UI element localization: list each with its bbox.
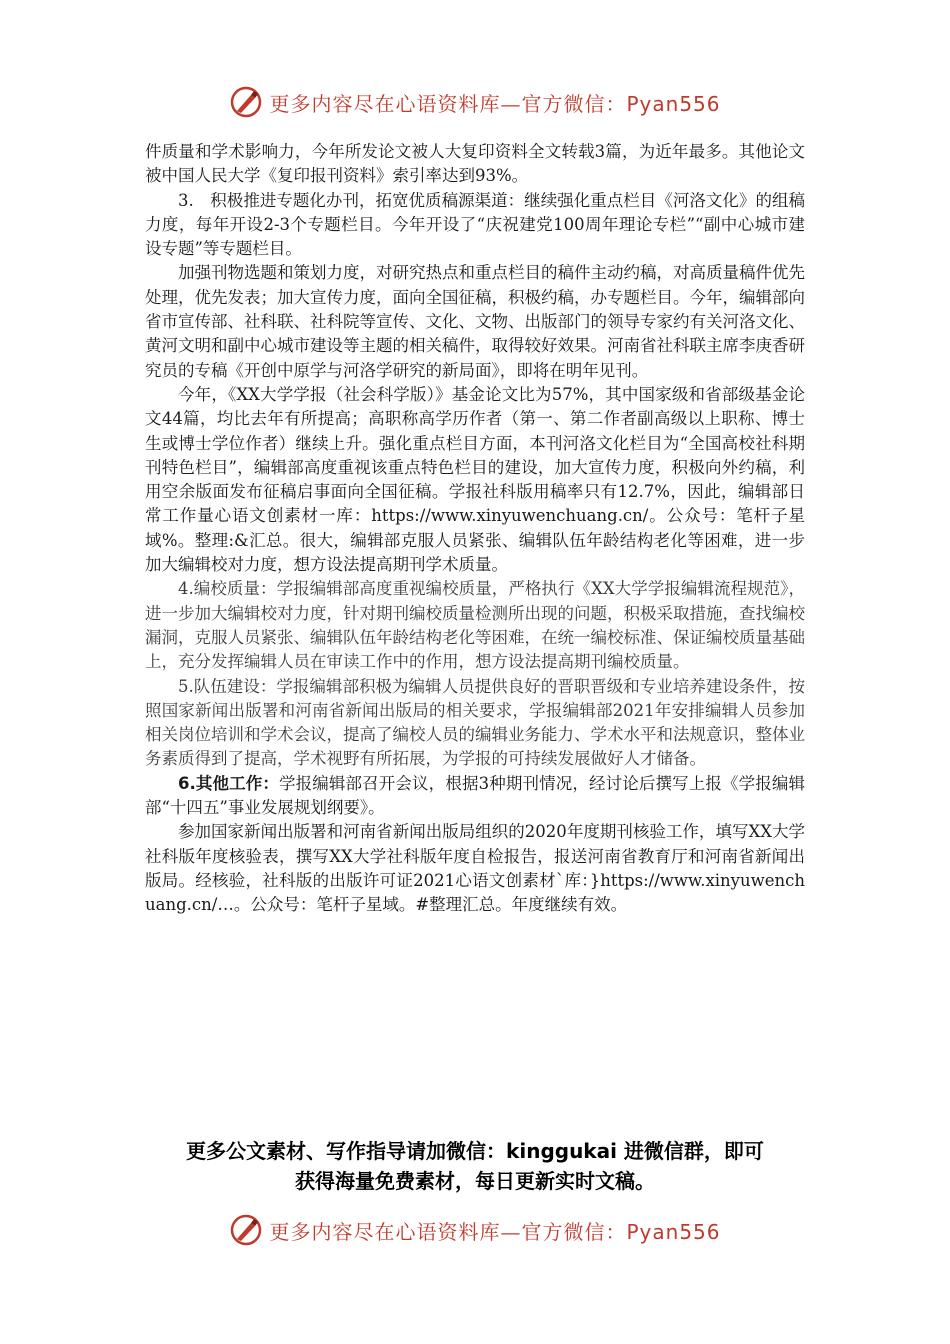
header-banner xyxy=(0,82,950,122)
paragraph-2: 3. 积极推进专题化办刊，拓宽优质稿源渠道：继续强化重点栏目《河洛文化》的组稿力度，每年开设2-3个专题栏目。今年开设了“庆祝建党100周年理论专栏”“副中心城市建设专题”等专题栏目。 xyxy=(145,190,805,259)
pen-circle-logo-icon xyxy=(229,1213,263,1247)
paragraph-7 xyxy=(145,772,805,821)
paragraph-6: 5.队伍建设：学报编辑部积极为编辑人员提供良好的晋职晋级和专业培养建设条件，按照国家新闻出版署和河南省新闻出版局的相关要求，学报编辑部2021年安排编辑人员参加相关岗位培训和学术会议，提高了编校人员的编辑业务能力、学术水平和法规意识，整体业务素质得到了提高，学术视野有所拓展，为学报的可持续发展做好人才储备。 xyxy=(145,676,805,769)
footer-banner-handle: Pyan556 xyxy=(626,1219,721,1244)
footer-banner-text: 更多内容尽在心语资料库—官方微信：Pyan556 xyxy=(269,1219,721,1244)
paragraph-7-text: 学报编辑部召开会议，根据3种期刊情况，经讨论后撰写上报《学报编辑部“十四五”事业发展规划纲要》。 xyxy=(145,773,806,818)
paragraph-3: 加强刊物选题和策划力度，对研究热点和重点栏目的稿件主动约稿，对高质量稿件优先处理，优先发表；加大宣传力度，面向全国征稿，积极约稿，办专题栏目。今年，编辑部向省市宣传部、社科联、社科院等宣传、文化、文物、出版部门的领导专家约有关河洛文化、黄河文明和副中心城市建设等主题的相关稿件，取得较好效果。河南省社科联主席李庚香研究员的专稿《开创中原学与河洛学研究的新局面》，即将在明年见刊。 xyxy=(145,263,805,380)
paragraph-4: 今年，《XX大学学报（社会科学版）》基金论文比为57%，其中国家级和省部级基金论文44篇，均比去年有所提高；高职称高学历作者（第一、第二作者副高级以上职称、博士生或博士学位作者）继续上升。强化重点栏目方面，本刊河洛文化栏目为“全国高校社科期刊特色栏目”，编辑部高度重视该重点特色栏目的建设，加大宣传力度，积极向外约稿，利用空余版面发布征稿启事面向全国征稿。学报社科版用稿率只有12.7%，因此，编辑部日常工作量心语文创素材一库：https://www.xinyuwenchuang.cn/。公众号：笔杆子星域%。整理:&汇总。很大，编辑部克服人员紧张、编辑队伍年龄结构老化等困难，进一步加大编辑校对力度，想方设法提高期刊学术质量。 xyxy=(145,384,805,575)
footer-note-line-2: 获得海量免费素材，每日更新实时文稿。 xyxy=(295,1169,655,1193)
paragraph-1: 件质量和学术影响力，今年所发论文被人大复印资料全文转载3篇，为近年最多。其他论文被中国人民大学《复印报刊资料》索引率达到93%。 xyxy=(145,142,805,186)
document-body xyxy=(145,140,805,918)
footer-note-line-1: 更多公文素材、写作指导请加微信：kinggukai 进微信群，即可 xyxy=(186,1139,764,1163)
paragraph-7-lead: 6.其他工作： xyxy=(178,773,280,793)
paragraph-8: 参加国家新闻出版署和河南省新闻出版局组织的2020年度期刊核验工作，填写XX大学社科版年度核验表，撰写XX大学社科版年度自检报告，报送河南省教育厅和河南省新闻出版局。经核验，社科版的出版许可证2021心语文创素材`库：}https://www.xinyuwenchuang.cn/…。公众号：笔杆子星域。#整理汇总。年度继续有效。 xyxy=(145,822,805,915)
paragraph-5: 4.编校质量：学报编辑部高度重视编校质量，严格执行《XX大学学报编辑流程规范》，进一步加大编辑校对力度，针对期刊编校质量检测所出现的问题，积极采取措施，查找编校漏洞，克服人员紧张、编辑队伍年龄结构老化等困难，在统一编校标准、保证编校质量基础上，充分发挥编辑人员在审读工作中的作用，想方设法提高期刊编校质量。 xyxy=(145,579,805,672)
header-banner-handle: Pyan556 xyxy=(626,91,721,116)
footer-note xyxy=(140,1136,810,1196)
footer-banner xyxy=(0,1210,950,1250)
pen-circle-logo-icon xyxy=(229,85,263,119)
header-banner-text: 更多内容尽在心语资料库—官方微信：Pyan556 xyxy=(269,91,721,116)
